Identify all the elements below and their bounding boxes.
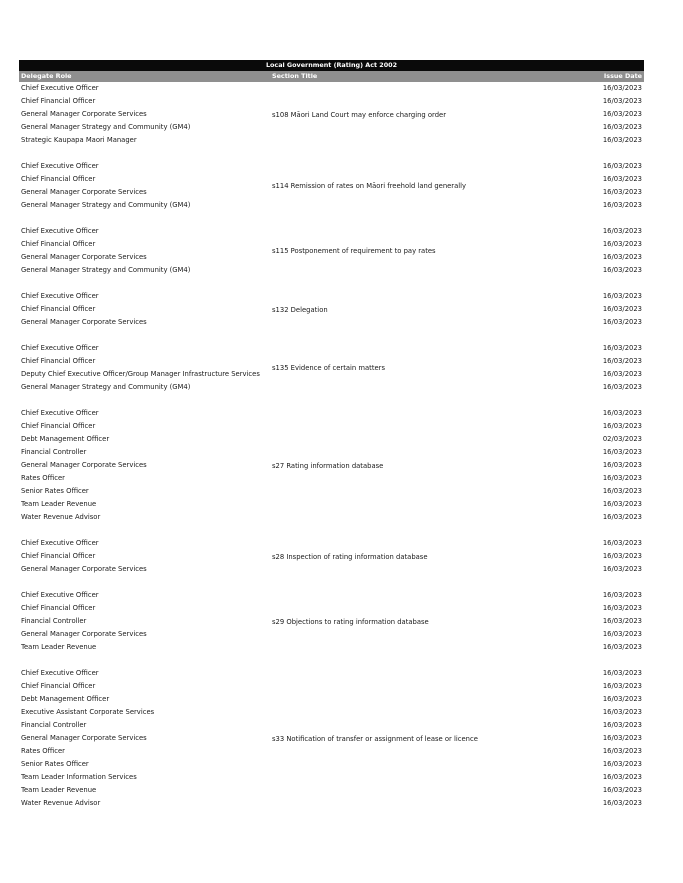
table-row — [19, 706, 644, 719]
issue-date-cell: 16/03/2023 — [602, 357, 642, 365]
issue-date-cell: 16/03/2023 — [602, 682, 642, 690]
table-row — [19, 667, 644, 680]
delegate-role-cell: Chief Executive Officer — [21, 84, 99, 92]
issue-date-cell: 16/03/2023 — [602, 474, 642, 482]
issue-date-cell: 16/03/2023 — [602, 487, 642, 495]
table-row — [19, 446, 644, 459]
issue-date-cell: 16/03/2023 — [602, 669, 642, 677]
delegate-role-cell: Debt Management Officer — [21, 435, 110, 443]
issue-date-cell: 16/03/2023 — [602, 552, 642, 560]
issue-date-cell: 16/03/2023 — [602, 188, 642, 196]
issue-date-cell: 16/03/2023 — [602, 266, 642, 274]
issue-date-cell: 16/03/2023 — [602, 721, 642, 729]
issue-date-cell: 02/03/2023 — [602, 435, 642, 443]
delegate-role-cell: Team Leader Revenue — [21, 786, 97, 794]
issue-date-cell: 16/03/2023 — [602, 136, 642, 144]
table-row — [19, 563, 644, 576]
delegate-role-cell: General Manager Corporate Services — [21, 253, 147, 261]
table-row — [19, 511, 644, 524]
section-title-cell: s27 Rating information database — [272, 461, 384, 470]
delegations-table — [19, 60, 644, 810]
delegate-role-cell: Team Leader Revenue — [21, 500, 97, 508]
table-row — [19, 290, 644, 303]
table-row — [19, 719, 644, 732]
issue-date-cell: 16/03/2023 — [602, 708, 642, 716]
table-row — [19, 342, 644, 355]
delegate-role-cell: Chief Executive Officer — [21, 292, 99, 300]
table-row — [19, 602, 644, 615]
table-row — [19, 420, 644, 433]
table-row — [19, 199, 644, 212]
issue-date-cell: 16/03/2023 — [602, 591, 642, 599]
issue-date-cell: 16/03/2023 — [602, 84, 642, 92]
delegate-role-cell: Chief Executive Officer — [21, 344, 99, 352]
issue-date-cell: 16/03/2023 — [602, 344, 642, 352]
section-group — [19, 407, 644, 524]
issue-date-cell: 16/03/2023 — [602, 695, 642, 703]
group-spacer — [19, 654, 644, 667]
delegate-role-cell: Deputy Chief Executive Officer/Group Manager Infrastructure Services — [21, 370, 260, 378]
delegate-role-cell: Chief Executive Officer — [21, 539, 99, 547]
delegate-role-cell: Team Leader Revenue — [21, 643, 97, 651]
header-delegate-role: Delegate Role — [21, 72, 72, 80]
table-row — [19, 745, 644, 758]
section-group — [19, 589, 644, 654]
delegate-role-cell: Senior Rates Officer — [21, 760, 89, 768]
delegate-role-cell: General Manager Corporate Services — [21, 188, 147, 196]
table-row — [19, 381, 644, 394]
section-group — [19, 160, 644, 212]
table-row — [19, 628, 644, 641]
table-row — [19, 797, 644, 810]
issue-date-cell: 16/03/2023 — [602, 630, 642, 638]
section-group — [19, 342, 644, 394]
delegate-role-cell: General Manager Corporate Services — [21, 734, 147, 742]
table-row — [19, 758, 644, 771]
table-title: Local Government (Rating) Act 2002 — [19, 60, 644, 71]
delegate-role-cell: Chief Financial Officer — [21, 604, 96, 612]
table-row — [19, 498, 644, 511]
table-body — [19, 82, 644, 810]
delegate-role-cell: General Manager Strategy and Community (GM4) — [21, 383, 191, 391]
issue-date-cell: 16/03/2023 — [602, 123, 642, 131]
issue-date-cell: 16/03/2023 — [602, 175, 642, 183]
table-row — [19, 407, 644, 420]
delegate-role-cell: Chief Financial Officer — [21, 305, 96, 313]
header-section-title: Section Title — [272, 72, 318, 80]
delegate-role-cell: Executive Assistant Corporate Services — [21, 708, 155, 716]
table-header-row — [19, 71, 644, 82]
group-spacer — [19, 524, 644, 537]
section-title-cell: s28 Inspection of rating information database — [272, 552, 428, 561]
delegate-role-cell: General Manager Corporate Services — [21, 110, 147, 118]
delegate-role-cell: Water Revenue Advisor — [21, 799, 101, 807]
issue-date-cell: 16/03/2023 — [602, 422, 642, 430]
table-row — [19, 472, 644, 485]
delegate-role-cell: Financial Controller — [21, 721, 87, 729]
issue-date-cell: 16/03/2023 — [602, 201, 642, 209]
delegate-role-cell: General Manager Strategy and Community (GM4) — [21, 201, 191, 209]
section-group — [19, 82, 644, 147]
issue-date-cell: 16/03/2023 — [602, 760, 642, 768]
table-row — [19, 433, 644, 446]
delegate-role-cell: General Manager Corporate Services — [21, 461, 147, 469]
header-issue-date: Issue Date — [603, 72, 642, 80]
group-spacer — [19, 576, 644, 589]
table-row — [19, 134, 644, 147]
delegate-role-cell: Chief Executive Officer — [21, 669, 99, 677]
issue-date-cell: 16/03/2023 — [602, 318, 642, 326]
delegate-role-cell: Rates Officer — [21, 474, 65, 482]
table-row — [19, 121, 644, 134]
table-row — [19, 264, 644, 277]
table-row — [19, 82, 644, 95]
table-row — [19, 225, 644, 238]
section-group — [19, 667, 644, 810]
delegate-role-cell: Rates Officer — [21, 747, 65, 755]
section-title-cell: s135 Evidence of certain matters — [272, 364, 386, 372]
delegate-role-cell: General Manager Strategy and Community (GM4) — [21, 266, 191, 274]
section-title-cell: s29 Objections to rating information database — [272, 617, 429, 626]
table-row — [19, 485, 644, 498]
delegate-role-cell: Chief Executive Officer — [21, 591, 99, 599]
table-row — [19, 680, 644, 693]
group-spacer — [19, 147, 644, 160]
table-row — [19, 303, 644, 316]
section-title-cell: s132 Delegation — [272, 305, 328, 314]
table-row — [19, 160, 644, 173]
section-title-cell: s33 Notification of transfer or assignment of lease or licence — [272, 734, 478, 743]
issue-date-cell: 16/03/2023 — [602, 227, 642, 235]
issue-date-cell: 16/03/2023 — [602, 253, 642, 261]
delegate-role-cell: Strategic Kaupapa Maori Manager — [21, 136, 137, 144]
issue-date-cell: 16/03/2023 — [602, 110, 642, 118]
delegate-role-cell: Senior Rates Officer — [21, 487, 89, 495]
delegate-role-cell: Chief Executive Officer — [21, 162, 99, 170]
delegate-role-cell: Team Leader Information Services — [21, 773, 137, 781]
issue-date-cell: 16/03/2023 — [602, 448, 642, 456]
issue-date-cell: 16/03/2023 — [602, 747, 642, 755]
table-row — [19, 641, 644, 654]
delegate-role-cell: General Manager Corporate Services — [21, 318, 147, 326]
delegate-role-cell: Water Revenue Advisor — [21, 513, 101, 521]
section-group — [19, 537, 644, 576]
issue-date-cell: 16/03/2023 — [602, 773, 642, 781]
table-row — [19, 784, 644, 797]
group-spacer — [19, 329, 644, 342]
delegate-role-cell: Financial Controller — [21, 448, 87, 456]
group-spacer — [19, 212, 644, 225]
group-spacer — [19, 277, 644, 290]
issue-date-cell: 16/03/2023 — [602, 539, 642, 547]
issue-date-cell: 16/03/2023 — [602, 383, 642, 391]
delegate-role-cell: General Manager Corporate Services — [21, 565, 147, 573]
delegate-role-cell: General Manager Corporate Services — [21, 630, 147, 638]
section-title-cell: s114 Remission of rates on Māori freehold land generally — [272, 182, 467, 190]
issue-date-cell: 16/03/2023 — [602, 617, 642, 625]
delegate-role-cell: General Manager Strategy and Community (GM4) — [21, 123, 191, 131]
group-spacer — [19, 394, 644, 407]
issue-date-cell: 16/03/2023 — [602, 513, 642, 521]
section-title-cell: s115 Postponement of requirement to pay rates — [272, 247, 436, 255]
delegate-role-cell: Chief Financial Officer — [21, 240, 96, 248]
section-group — [19, 225, 644, 277]
table-row — [19, 771, 644, 784]
delegate-role-cell: Chief Financial Officer — [21, 175, 96, 183]
table-row — [19, 537, 644, 550]
delegate-role-cell: Chief Financial Officer — [21, 682, 96, 690]
table-row — [19, 316, 644, 329]
issue-date-cell: 16/03/2023 — [602, 461, 642, 469]
delegate-role-cell: Chief Financial Officer — [21, 552, 96, 560]
delegate-role-cell: Debt Management Officer — [21, 695, 110, 703]
issue-date-cell: 16/03/2023 — [602, 734, 642, 742]
issue-date-cell: 16/03/2023 — [602, 799, 642, 807]
issue-date-cell: 16/03/2023 — [602, 162, 642, 170]
section-title-cell: s108 Māori Land Court may enforce charging order — [272, 110, 447, 119]
delegate-role-cell: Chief Executive Officer — [21, 227, 99, 235]
delegate-role-cell: Financial Controller — [21, 617, 87, 625]
delegate-role-cell: Chief Financial Officer — [21, 422, 96, 430]
issue-date-cell: 16/03/2023 — [602, 604, 642, 612]
issue-date-cell: 16/03/2023 — [602, 370, 642, 378]
issue-date-cell: 16/03/2023 — [602, 305, 642, 313]
issue-date-cell: 16/03/2023 — [602, 643, 642, 651]
issue-date-cell: 16/03/2023 — [602, 409, 642, 417]
issue-date-cell: 16/03/2023 — [602, 240, 642, 248]
issue-date-cell: 16/03/2023 — [602, 565, 642, 573]
issue-date-cell: 16/03/2023 — [602, 292, 642, 300]
delegate-role-cell: Chief Executive Officer — [21, 409, 99, 417]
table-row — [19, 589, 644, 602]
delegate-role-cell: Chief Financial Officer — [21, 97, 96, 105]
section-group — [19, 290, 644, 329]
issue-date-cell: 16/03/2023 — [602, 500, 642, 508]
table-row — [19, 95, 644, 108]
issue-date-cell: 16/03/2023 — [602, 786, 642, 794]
table-row — [19, 693, 644, 706]
delegate-role-cell: Chief Financial Officer — [21, 357, 96, 365]
issue-date-cell: 16/03/2023 — [602, 97, 642, 105]
